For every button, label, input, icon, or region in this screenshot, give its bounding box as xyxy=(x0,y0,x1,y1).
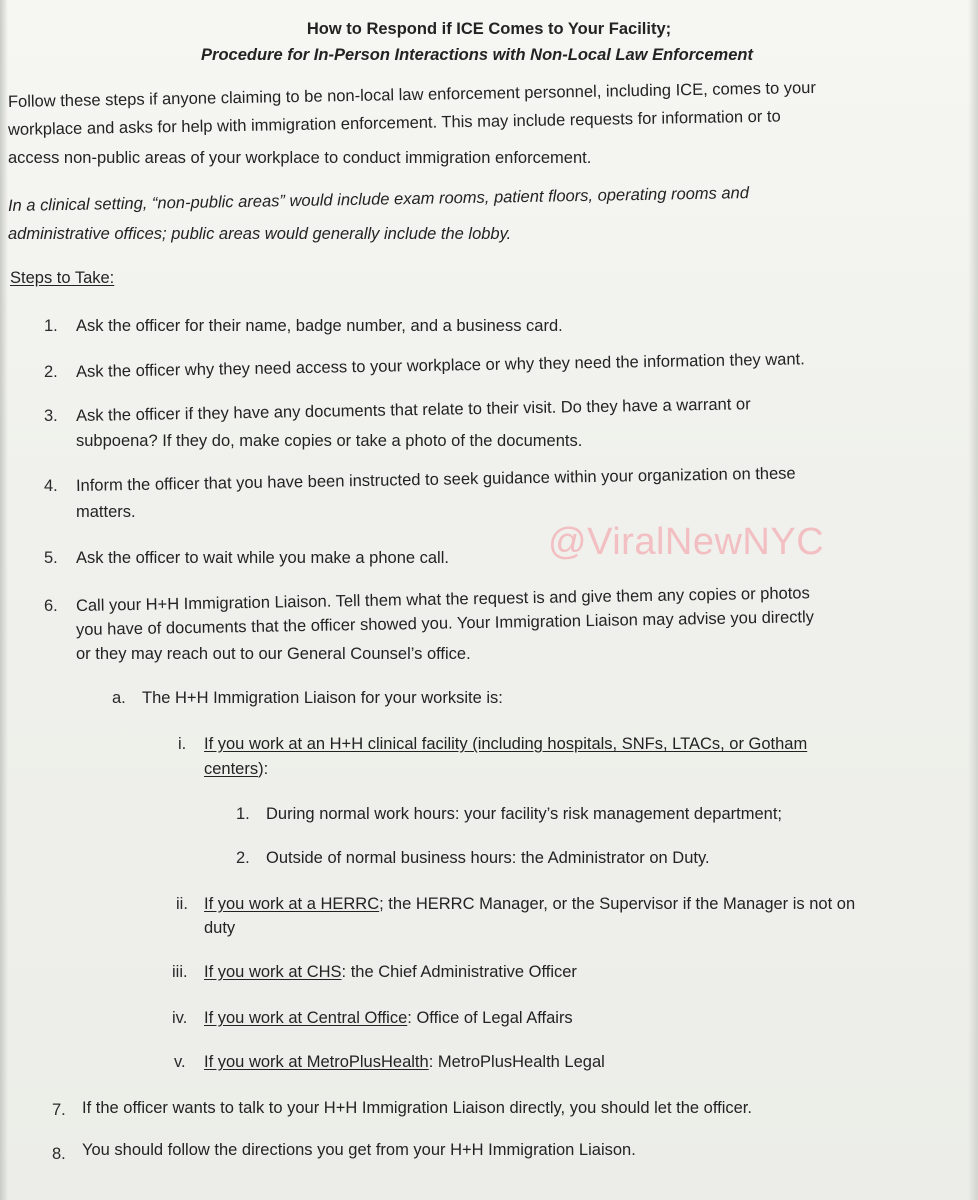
intro-line: workplace and asks for help with immigration enforcement. This may include requests for information or to xyxy=(7,107,781,139)
steps-heading: Steps to Take: xyxy=(10,269,115,287)
roman-item-text: duty xyxy=(204,919,236,937)
nested-item-number: 1. xyxy=(236,805,250,823)
step-text: Call your H+H Immigration Liaison. Tell them what the request is and give them any copies or photos xyxy=(75,584,810,615)
roman-item-text xyxy=(204,894,855,914)
roman-item-rest: ): xyxy=(258,760,269,778)
nested-item-number: 2. xyxy=(236,849,250,867)
document-title: How to Respond if ICE Comes to Your Facility; xyxy=(306,20,672,38)
document-subtitle: Procedure for In-Person Interactions with Non-Local Law Enforcement xyxy=(201,46,753,64)
roman-item-underlined: If you work at CHS xyxy=(204,963,342,981)
step-text: You should follow the directions you get from your H+H Immigration Liaison. xyxy=(82,1141,636,1159)
roman-item-text xyxy=(204,734,807,754)
step-text: Ask the officer why they need access to your workplace or why they need the information they want. xyxy=(75,350,805,381)
roman-item-text xyxy=(204,759,268,779)
roman-item-underlined: centers xyxy=(204,760,259,778)
roman-item-underlined: If you work at MetroPlusHealth xyxy=(204,1053,429,1071)
roman-item-number: v. xyxy=(174,1053,186,1071)
step-text: or they may reach out to our General Counsel’s office. xyxy=(76,645,471,663)
page-edge-shadow xyxy=(968,0,978,1200)
roman-item-text xyxy=(204,1008,573,1028)
step-number: 6. xyxy=(44,597,58,615)
sub-item-text: The H+H Immigration Liaison for your worksite is: xyxy=(142,689,503,707)
step-text: matters. xyxy=(76,503,136,521)
roman-item-underlined: If you work at Central Office xyxy=(204,1009,408,1027)
step-text: you have of documents that the officer showed you. Your Immigration Liaison may advise you directly xyxy=(75,608,815,639)
step-text: Ask the officer if they have any documents that relate to their visit. Do they have a warrant or xyxy=(75,395,751,425)
step-number: 1. xyxy=(44,317,58,335)
step-number: 5. xyxy=(44,549,58,567)
step-number: 8. xyxy=(52,1145,66,1163)
step-text: Ask the officer for their name, badge number, and a business card. xyxy=(76,317,563,335)
step-number: 4. xyxy=(44,477,58,495)
step-number: 2. xyxy=(44,363,58,381)
roman-item-rest: : the Chief Administrative Officer xyxy=(341,963,577,981)
watermark-text: @ViralNewNYC xyxy=(548,521,825,563)
roman-item-text xyxy=(204,1052,605,1072)
roman-item-underlined: If you work at an H+H clinical facility (including hospitals, SNFs, LTACs, or Gotham xyxy=(204,735,808,753)
roman-item-underlined: If you work at a HERRC xyxy=(204,895,380,913)
roman-item-number: iv. xyxy=(172,1009,188,1027)
step-text: If the officer wants to talk to your H+H Immigration Liaison directly, you should let the officer. xyxy=(82,1099,752,1117)
clinical-note-line: administrative offices; public areas would generally include the lobby. xyxy=(8,225,512,243)
step-number: 7. xyxy=(52,1101,66,1119)
clinical-note-line: In a clinical setting, “non-public areas” would include exam rooms, patient floors, operating rooms and xyxy=(7,184,750,215)
roman-item-rest: ; the HERRC Manager, or the Supervisor if the Manager is not on xyxy=(379,895,856,913)
roman-item-number: iii. xyxy=(172,963,188,981)
step-text: Inform the officer that you have been instructed to seek guidance within your organization on these xyxy=(75,464,796,495)
roman-item-rest: : MetroPlusHealth Legal xyxy=(428,1053,605,1071)
page-edge-shadow xyxy=(0,0,8,1200)
step-text: subpoena? If they do, make copies or take a photo of the documents. xyxy=(76,432,583,450)
roman-item-rest: : Office of Legal Affairs xyxy=(407,1009,573,1027)
roman-item-text xyxy=(204,962,577,982)
intro-line: access non-public areas of your workplace to conduct immigration enforcement. xyxy=(8,149,592,167)
nested-item-text: Outside of normal business hours: the Administrator on Duty. xyxy=(266,849,710,867)
intro-line: Follow these steps if anyone claiming to be non-local law enforcement personnel, including ICE, comes to your xyxy=(7,78,817,111)
roman-item-number: ii. xyxy=(176,895,188,913)
nested-item-text: During normal work hours: your facility’s risk management department; xyxy=(266,805,782,823)
step-text: Ask the officer to wait while you make a phone call. xyxy=(76,549,449,567)
roman-item-number: i. xyxy=(178,735,187,753)
step-number: 3. xyxy=(44,407,58,425)
sub-item-number: a. xyxy=(112,689,126,707)
